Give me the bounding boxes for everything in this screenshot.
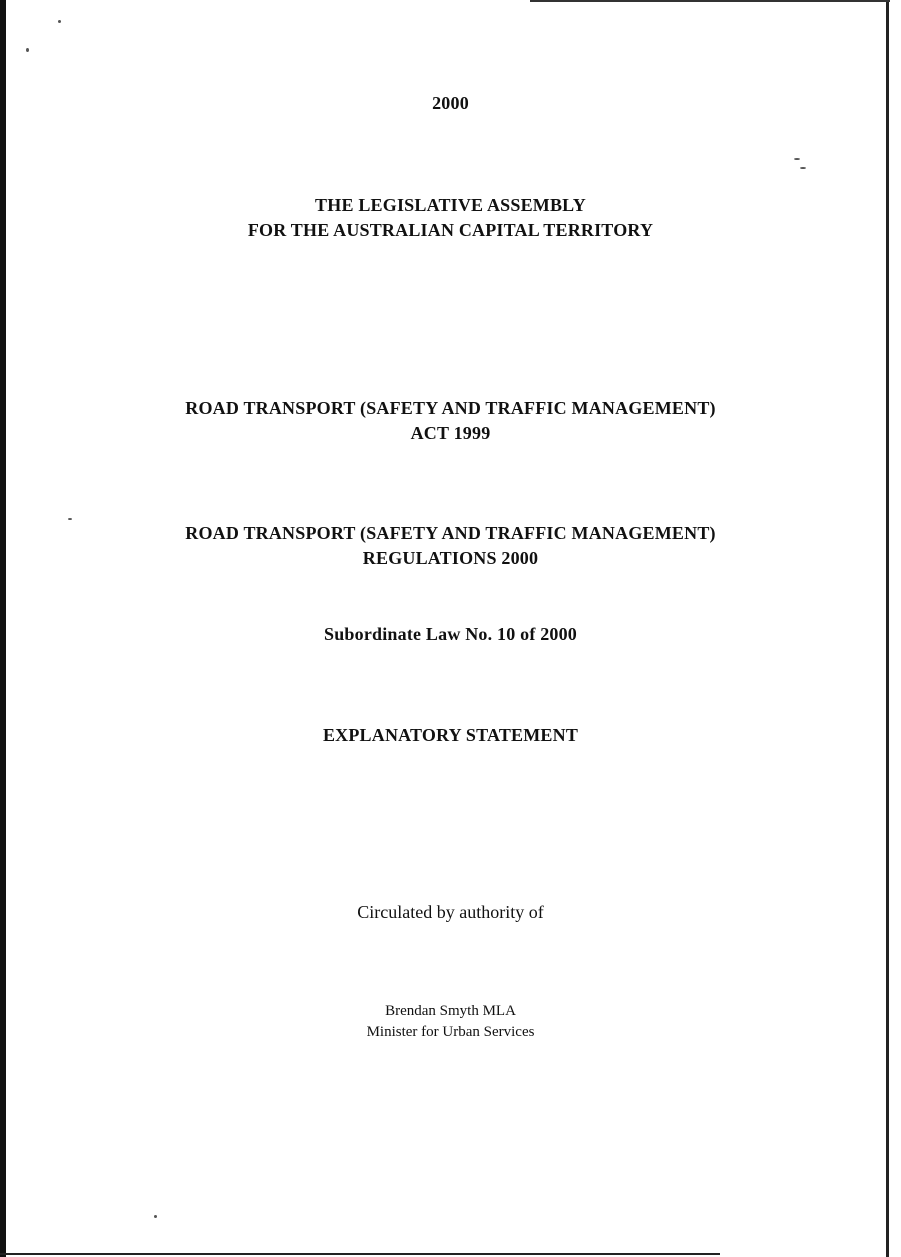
scan-speck	[26, 48, 29, 52]
document-year: 2000	[432, 93, 469, 113]
regulations-title-line-1: ROAD TRANSPORT (SAFETY AND TRAFFIC MANAGEMENT)	[185, 523, 716, 543]
regulations-title-line-2: REGULATIONS 2000	[362, 548, 539, 568]
minister-title: Minister for Urban Services	[366, 1024, 535, 1040]
scan-edge-top	[530, 0, 890, 2]
assembly-title-line-1: THE LEGISLATIVE ASSEMBLY	[315, 195, 586, 215]
scan-speck	[800, 167, 806, 169]
scan-edge-bottom	[0, 1253, 720, 1255]
scan-speck	[154, 1215, 157, 1218]
act-title-line-2: ACT 1999	[410, 423, 491, 443]
minister-name: Brendan Smyth MLA	[385, 1003, 516, 1019]
assembly-title-line-2: FOR THE AUSTRALIAN CAPITAL TERRITORY	[247, 220, 654, 240]
subordinate-law-number: Subordinate Law No. 10 of 2000	[323, 624, 578, 644]
scan-speck	[68, 518, 72, 520]
scan-speck	[794, 158, 800, 160]
explanatory-statement-heading: EXPLANATORY STATEMENT	[322, 725, 579, 745]
circulated-by-text: Circulated by authority of	[357, 902, 544, 922]
act-title-line-1: ROAD TRANSPORT (SAFETY AND TRAFFIC MANAGEMENT)	[185, 398, 716, 418]
scan-speck	[58, 20, 61, 23]
